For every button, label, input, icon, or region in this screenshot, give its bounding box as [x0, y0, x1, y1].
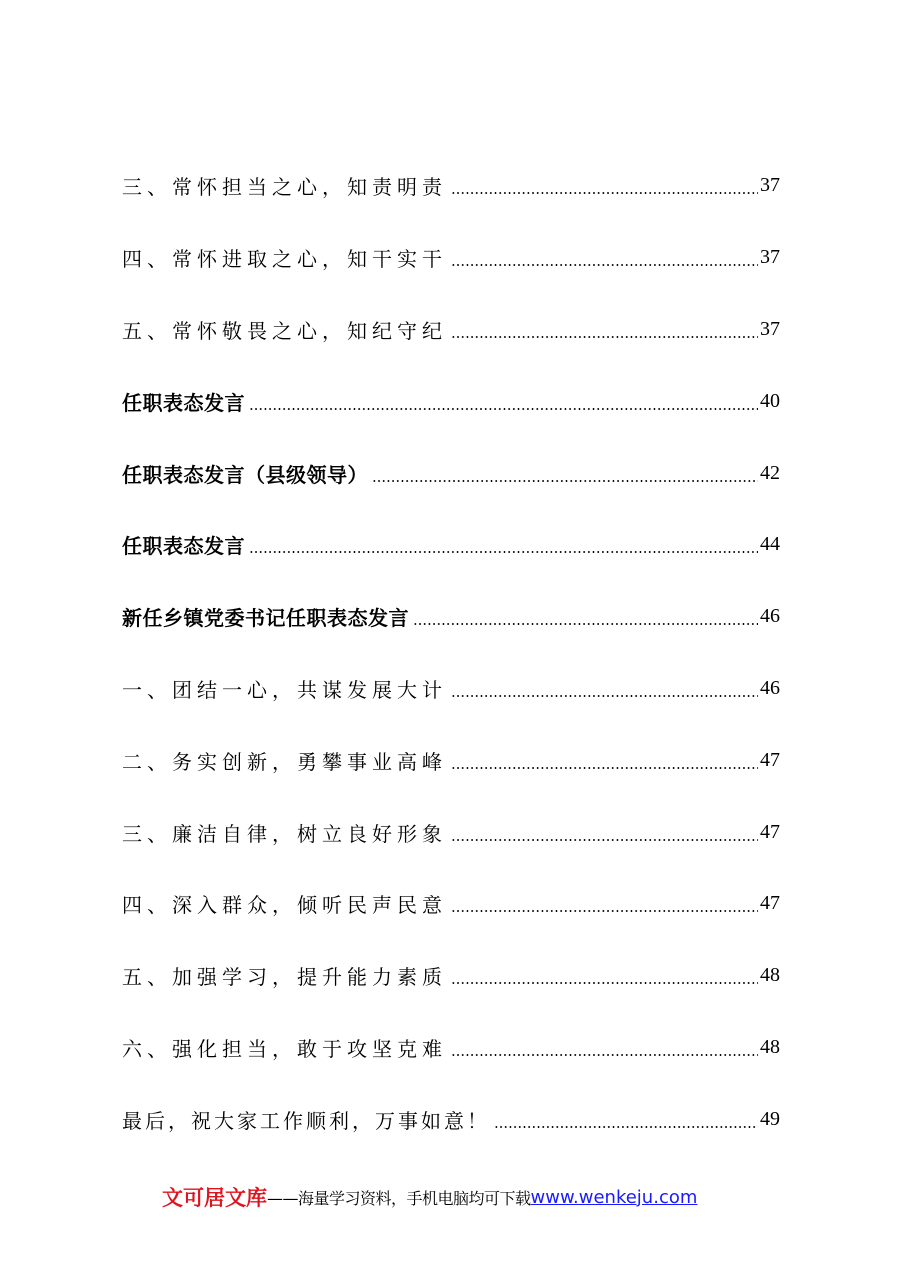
toc-entry-page: 48 — [760, 1035, 780, 1058]
toc-entry-title: 新任乡镇党委书记任职表态发言 — [122, 605, 409, 630]
toc-leader-dots — [451, 767, 758, 769]
toc-entry-title: 一、团结一心，共谋发展大计 — [122, 677, 447, 702]
toc-entry-page: 47 — [760, 748, 780, 771]
toc-entry-page: 48 — [760, 963, 780, 986]
footer-tagline: ——海量学习资料，手机电脑均可下载 — [267, 1188, 531, 1208]
toc-entry-title: 任职表态发言（县级领导） — [122, 462, 368, 487]
toc-entry-title: 最后，祝大家工作顺利，万事如意！ — [122, 1108, 490, 1133]
toc-entry-page: 47 — [760, 820, 780, 843]
toc-entry[interactable] — [122, 883, 780, 923]
toc-entry-title: 二、务实创新，勇攀事业高峰 — [122, 749, 447, 774]
toc-entry[interactable] — [122, 165, 780, 205]
toc-entry-page: 37 — [760, 245, 780, 268]
toc-entry[interactable] — [122, 453, 780, 493]
toc-leader-dots — [451, 695, 758, 697]
toc-entry[interactable] — [122, 1027, 780, 1067]
toc-entry-title: 任职表态发言 — [122, 390, 245, 415]
toc-leader-dots — [451, 264, 758, 266]
toc-entry[interactable] — [122, 381, 780, 421]
toc-entry-page: 47 — [760, 891, 780, 914]
toc-entry-page: 49 — [760, 1107, 780, 1130]
toc-leader-dots — [451, 839, 758, 841]
toc-entry[interactable] — [122, 740, 780, 780]
toc-entry[interactable] — [122, 812, 780, 852]
footer-website-link[interactable]: www.wenkeju.com — [530, 1186, 698, 1208]
toc-leader-dots — [249, 408, 758, 410]
toc-entry-title: 三、常怀担当之心，知责明责 — [122, 174, 447, 199]
toc-leader-dots — [451, 982, 758, 984]
toc-entry-title: 六、强化担当，敢于攻坚克难 — [122, 1036, 447, 1061]
toc-entry-page: 42 — [760, 461, 780, 484]
toc-entry-title: 五、加强学习，提升能力素质 — [122, 964, 447, 989]
toc-entry-page: 44 — [760, 532, 780, 555]
toc-entry[interactable] — [122, 524, 780, 564]
toc-leader-dots — [451, 336, 758, 338]
toc-entry-title: 三、廉洁自律，树立良好形象 — [122, 821, 447, 846]
toc-entry[interactable] — [122, 596, 780, 636]
toc-entry[interactable] — [122, 237, 780, 277]
toc-leader-dots — [413, 623, 758, 625]
toc-entry-title: 任职表态发言 — [122, 533, 245, 558]
toc-entry-page: 40 — [760, 389, 780, 412]
toc-leader-dots — [451, 910, 758, 912]
toc-leader-dots — [249, 551, 758, 553]
toc-entry-title: 四、常怀进取之心，知干实干 — [122, 246, 447, 271]
toc-entry-title: 五、常怀敬畏之心，知纪守纪 — [122, 318, 447, 343]
toc-entry[interactable] — [122, 955, 780, 995]
toc-entry[interactable] — [122, 1099, 780, 1139]
toc-entry[interactable] — [122, 668, 780, 708]
toc-leader-dots — [372, 480, 758, 482]
toc-leader-dots — [451, 192, 758, 194]
toc-entry[interactable] — [122, 309, 780, 349]
toc-entry-title: 四、深入群众，倾听民声民意 — [122, 892, 447, 917]
toc-entry-page: 37 — [760, 317, 780, 340]
footer-brand: 文可居文库 — [162, 1186, 267, 1210]
toc-leader-dots — [494, 1126, 758, 1128]
page-footer — [162, 1182, 697, 1212]
toc-entry-page: 46 — [760, 676, 780, 699]
toc-entry-page: 46 — [760, 604, 780, 627]
toc-entry-page: 37 — [760, 173, 780, 196]
toc-leader-dots — [451, 1054, 758, 1056]
